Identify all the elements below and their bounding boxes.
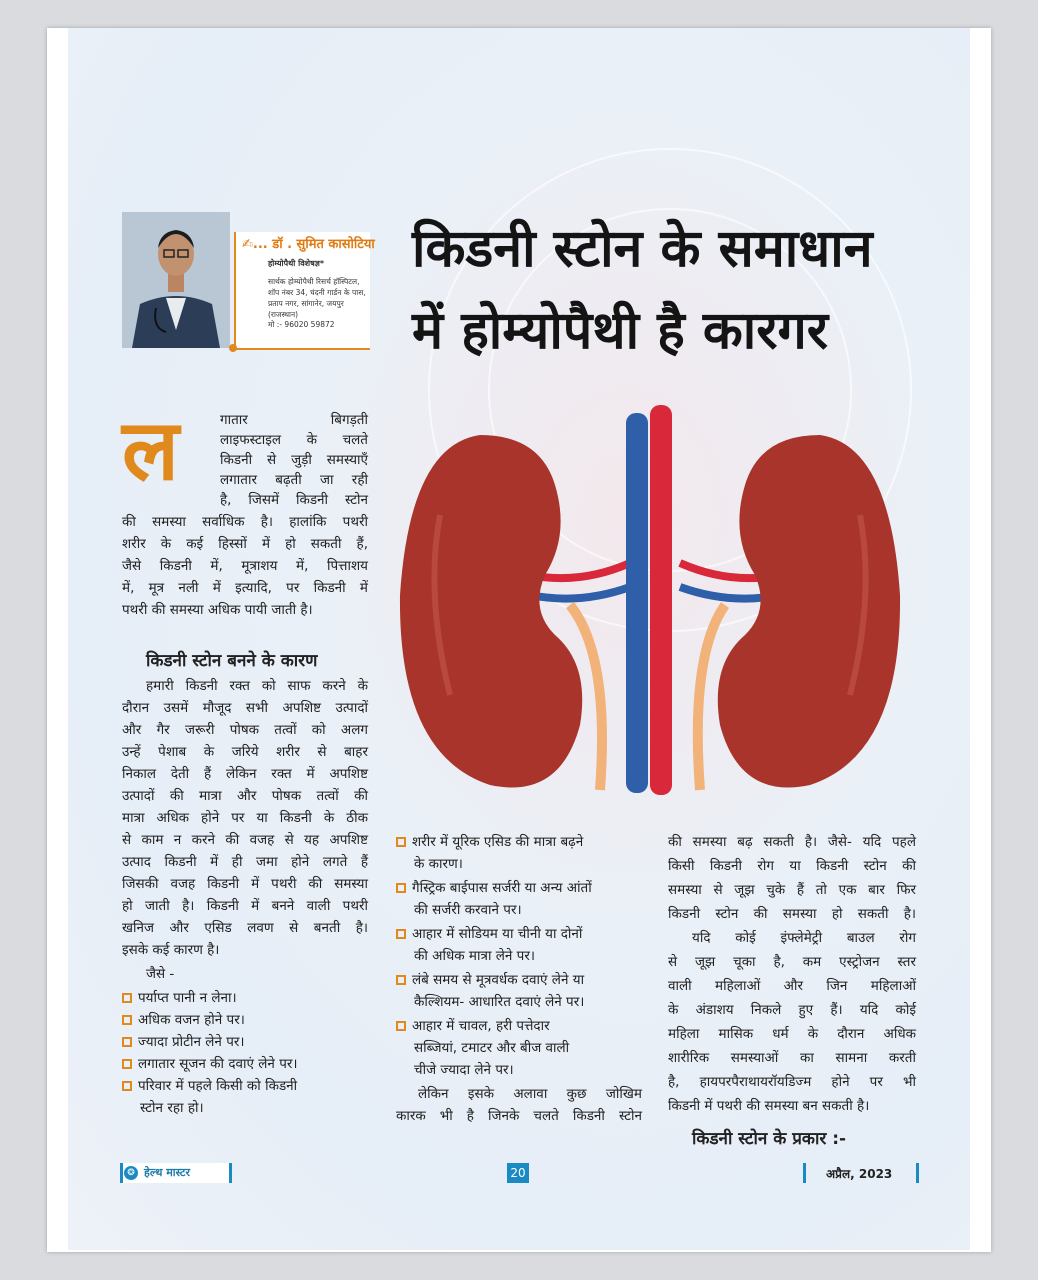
body-line: समस्या से जूझ चुके हैं तो एक बार फिर [668, 882, 916, 898]
headline-line-1: किडनी स्टोन के समाधान [412, 219, 873, 279]
body-line: महिला मासिक धर्म के दौरान अधिक [668, 1026, 916, 1042]
author-phone: मो :- 96020 59872 [268, 320, 335, 329]
list-item-text: आहार में चावल, हरी पत्तेदार [412, 1018, 550, 1034]
list-item [122, 1032, 245, 1052]
list-item-text: लंबे समय से मूत्रवर्धक दवाएं लेने या [412, 972, 585, 988]
body-line: है, हायपरपैराथायरॉयडिज्म होने पर भी [668, 1074, 916, 1090]
such-as-label: जैसे - [146, 966, 175, 982]
footer-date: अप्रैल, 2023 [826, 1167, 893, 1181]
list-item-continuation: कैल्शियम- आधारित दवाएं लेने पर। [414, 994, 585, 1010]
body-line: किडनी में पथरी की समस्या बन सकती है। [668, 1098, 870, 1114]
intro-line: पथरी की समस्या अधिक पायी जाती है। [122, 602, 313, 618]
body-line: उन्हें पेशाब के जरिये शरीर से बाहर [122, 744, 368, 760]
intro-line: गातार बिगड़ती [220, 412, 368, 428]
decorative-dot [229, 344, 237, 352]
list-item-text: ज्यादा प्रोटीन लेने पर। [138, 1034, 245, 1050]
list-item [122, 1076, 297, 1096]
checkbox-bullet-icon [396, 975, 406, 985]
page-number: 20 [507, 1163, 529, 1183]
checkbox-bullet-icon [396, 837, 406, 847]
list-item-text: आहार में सोडियम या चीनी या दोनों [412, 926, 583, 942]
section-heading: किडनी स्टोन बनने के कारण [146, 651, 318, 671]
list-item-text: अधिक वजन होने पर। [138, 1012, 245, 1028]
body-line: निकाल देती हैं लेकिन रक्त में अपशिष्ट [122, 766, 368, 782]
body-line: जिसकी वजह किडनी में पथरी की समस्या [122, 876, 368, 892]
body-line: वाली महिलाओं और जिन महिलाओं [668, 978, 916, 994]
magazine-logo-icon: ❂ [124, 1166, 138, 1180]
body-line: यदि कोई इंफ्लेमेट्री बाउल रोग [692, 930, 916, 946]
list-item-continuation: सब्जियां, टमाटर और बीज वाली [414, 1040, 570, 1056]
list-item [396, 1016, 550, 1036]
body-line: से काम न करने की वजह से यह अपशिष्ट [122, 832, 368, 848]
list-item [396, 878, 592, 898]
list-item [396, 970, 584, 990]
body-line: उत्पाद किडनी में ही जमा होने लगते हैं [122, 854, 368, 870]
intro-line: की समस्या सर्वाधिक है। हालांकि पथरी [122, 514, 368, 530]
list-item [396, 924, 582, 944]
body-line: कारक भी है जिनके चलते किडनी स्टोन [396, 1108, 642, 1124]
body-line: शारीरिक समस्याओं का सामना करती [668, 1050, 916, 1066]
list-item-continuation: के कारण। [414, 856, 463, 872]
drop-cap: ल [122, 401, 179, 499]
author-role: होम्योपैथी विशेषज्ञ* [268, 259, 325, 268]
body-line: के अंडाशय निकले हुए हैं। यदि कोई [668, 1002, 916, 1018]
footer-magazine-name: हेल्थ मास्टर [144, 1166, 190, 1179]
intro-line: लाइफस्टाइल के चलते [220, 432, 368, 448]
author-name: ✍... डॉ . सुमित कासोटिया [242, 237, 375, 252]
list-item-text: लगातार सूजन की दवाएं लेने पर। [138, 1056, 298, 1072]
body-line: खनिज और एसिड लवण से बनती है। [122, 920, 368, 936]
body-line: इसके कई कारण है। [122, 942, 220, 958]
list-item [122, 1010, 245, 1030]
checkbox-bullet-icon [396, 1021, 406, 1031]
body-line: किडनी स्टोन की समस्या हो सकती है। [668, 906, 916, 922]
body-line: उत्पादों की मात्रा और पोषक तत्वों की [122, 788, 368, 804]
body-line: हमारी किडनी रक्त को साफ करने के [146, 678, 368, 694]
headline-line-2: में होम्योपैथी है कारगर [412, 301, 829, 361]
section-heading: किडनी स्टोन के प्रकार :- [692, 1129, 847, 1149]
body-line: से जूझ चूका है, कम एस्ट्रोजन स्तर [668, 954, 916, 970]
body-line: और गैर जरूरी पोषक तत्वों को अलग [122, 722, 368, 738]
list-item-continuation: की अधिक मात्रा लेने पर। [414, 948, 535, 964]
list-item-text: शरीर में यूरिक एसिड की मात्रा बढ़ने [412, 834, 584, 850]
intro-line: में, मूत्र नली में इत्यादि, पर किडनी में [122, 580, 368, 596]
checkbox-bullet-icon [396, 883, 406, 893]
checkbox-bullet-icon [122, 1015, 132, 1025]
checkbox-bullet-icon [122, 993, 132, 1003]
list-item-continuation: स्टोन रहा हो। [140, 1100, 204, 1116]
body-line: हो जाती है। किडनी में बनने वाली पथरी [122, 898, 368, 914]
body-line: लेकिन इसके अलावा कुछ जोखिम [418, 1086, 642, 1102]
list-item-continuation: की सर्जरी करवाने पर। [414, 902, 522, 918]
intro-line: है, जिसमें किडनी स्टोन [220, 492, 368, 508]
body-line: किसी किडनी रोग या किडनी स्टोन की [668, 858, 916, 874]
intro-line: जैसे किडनी में, मूत्राशय में, पित्ताशय [122, 558, 368, 574]
author-photo [122, 212, 230, 348]
list-item-text: गैस्ट्रिक बाईपास सर्जरी या अन्य आंतों [412, 880, 592, 896]
body-line: दौरान उसमें मौजूद सभी अपशिष्ट उत्पादों [122, 700, 368, 716]
kidney-illustration [380, 395, 920, 815]
checkbox-bullet-icon [122, 1081, 132, 1091]
list-item [122, 988, 237, 1008]
list-item [396, 832, 583, 852]
list-item [122, 1054, 298, 1074]
list-item-text: परिवार में पहले किसी को किडनी [138, 1078, 298, 1094]
author-address: सार्थक होम्योपैथी रिसर्च हॉस्पिटल, शॉप नंबर 34, चंदनी गार्डन के पास, प्रताप नगर, सांगानेर, जयपुर (राजस्थान) [268, 277, 366, 319]
checkbox-bullet-icon [396, 929, 406, 939]
body-line: मात्रा अधिक होने पर या किडनी के ठीक [122, 810, 368, 826]
checkbox-bullet-icon [122, 1059, 132, 1069]
intro-line: लगातार बढ़ती जा रही [220, 472, 368, 488]
list-item-text: पर्याप्त पानी न लेना। [138, 990, 237, 1006]
intro-line: शरीर के कई हिस्सों में हो सकती हैं, [122, 536, 368, 552]
list-item-continuation: चीजे ज्यादा लेने पर। [414, 1062, 514, 1078]
intro-line: किडनी से जुड़ी समस्याएँ [220, 452, 368, 468]
body-line: की समस्या बढ़ सकती है। जैसे- यदि पहले [668, 834, 916, 850]
checkbox-bullet-icon [122, 1037, 132, 1047]
